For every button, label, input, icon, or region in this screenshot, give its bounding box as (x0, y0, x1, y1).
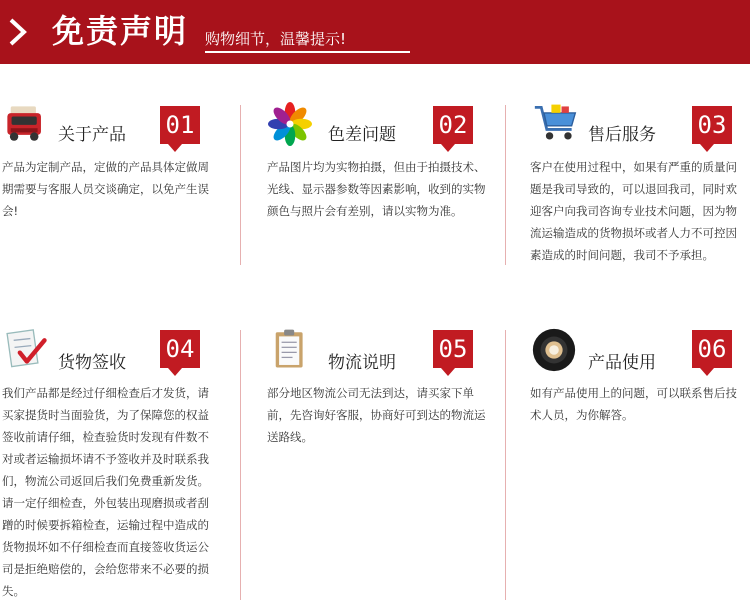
card-body-text: 客户在使用过程中，如果有严重的质量问题是我司导致的，可以退回我司，同时欢迎客户向我司咨询专业技术问题，因为物流运输造成的货物损坏或者人力不可控因素造成的时间问题，我司不予承担。 (530, 160, 737, 262)
page-title: 免责声明 (52, 12, 189, 50)
truck-icon (4, 102, 46, 146)
card-title: 关于产品 (58, 125, 126, 145)
card-body-text: 部分地区物流公司无法到达，请买家下单前，先咨询好客服，协商好可到达的物流运送路线。 (267, 386, 486, 444)
column-divider (240, 330, 241, 600)
clipboard-icon (269, 326, 311, 372)
header-banner (0, 0, 750, 64)
card-body-text: 产品为定制产品，定做的产品具体定做周期需要与客服人员交谈确定，以免产生误会! (2, 160, 209, 218)
card-title: 色差问题 (328, 125, 396, 145)
card-number-badge: 06 (692, 330, 732, 368)
column-divider (505, 105, 506, 265)
card-title: 售后服务 (588, 125, 656, 145)
card-number-badge: 05 (433, 330, 473, 368)
shopping-cart-icon (532, 100, 580, 146)
color-wheel-icon (267, 102, 313, 146)
card-number-badge: 03 (692, 106, 732, 144)
card-title: 产品使用 (588, 353, 656, 373)
card-number-badge: 01 (160, 106, 200, 144)
subtitle-underline (205, 51, 410, 53)
film-roll-icon (530, 326, 578, 374)
card-body-text: 产品图片均为实物拍摄，但由于拍摄技术、光线、显示器参数等因素影响，收到的实物颜色与照片会有差别，请以实物为准。 (267, 160, 486, 218)
column-divider (505, 330, 506, 600)
card-title: 物流说明 (328, 353, 396, 373)
checklist-icon (4, 328, 48, 372)
card-title: 货物签收 (58, 353, 126, 373)
card-body-text: 我们产品都是经过仔细检查后才发货，请买家提货时当面验货，为了保障您的权益签收前请仔细，检查验货时发现有件数不对或者运输损坏请不予签收并及时联系我们，物流公司返回后我们免费重新发货。请一定仔细检查，外包装出现磨损或者刮蹭的时候要拆箱检查，运输过程中造成的货物损坏如不仔细检查而直接签收货运公司是拒绝赔偿的，会给您带来不必要的损失。 (2, 386, 209, 598)
card-body-text: 如有产品使用上的问题，可以联系售后技术人员，为你解答。 (530, 386, 737, 422)
card-number-badge: 04 (160, 330, 200, 368)
card-number-badge: 02 (433, 106, 473, 144)
column-divider (240, 105, 241, 265)
chevron-right-icon (8, 17, 28, 47)
page-subtitle: 购物细节，温馨提示! (205, 30, 347, 48)
